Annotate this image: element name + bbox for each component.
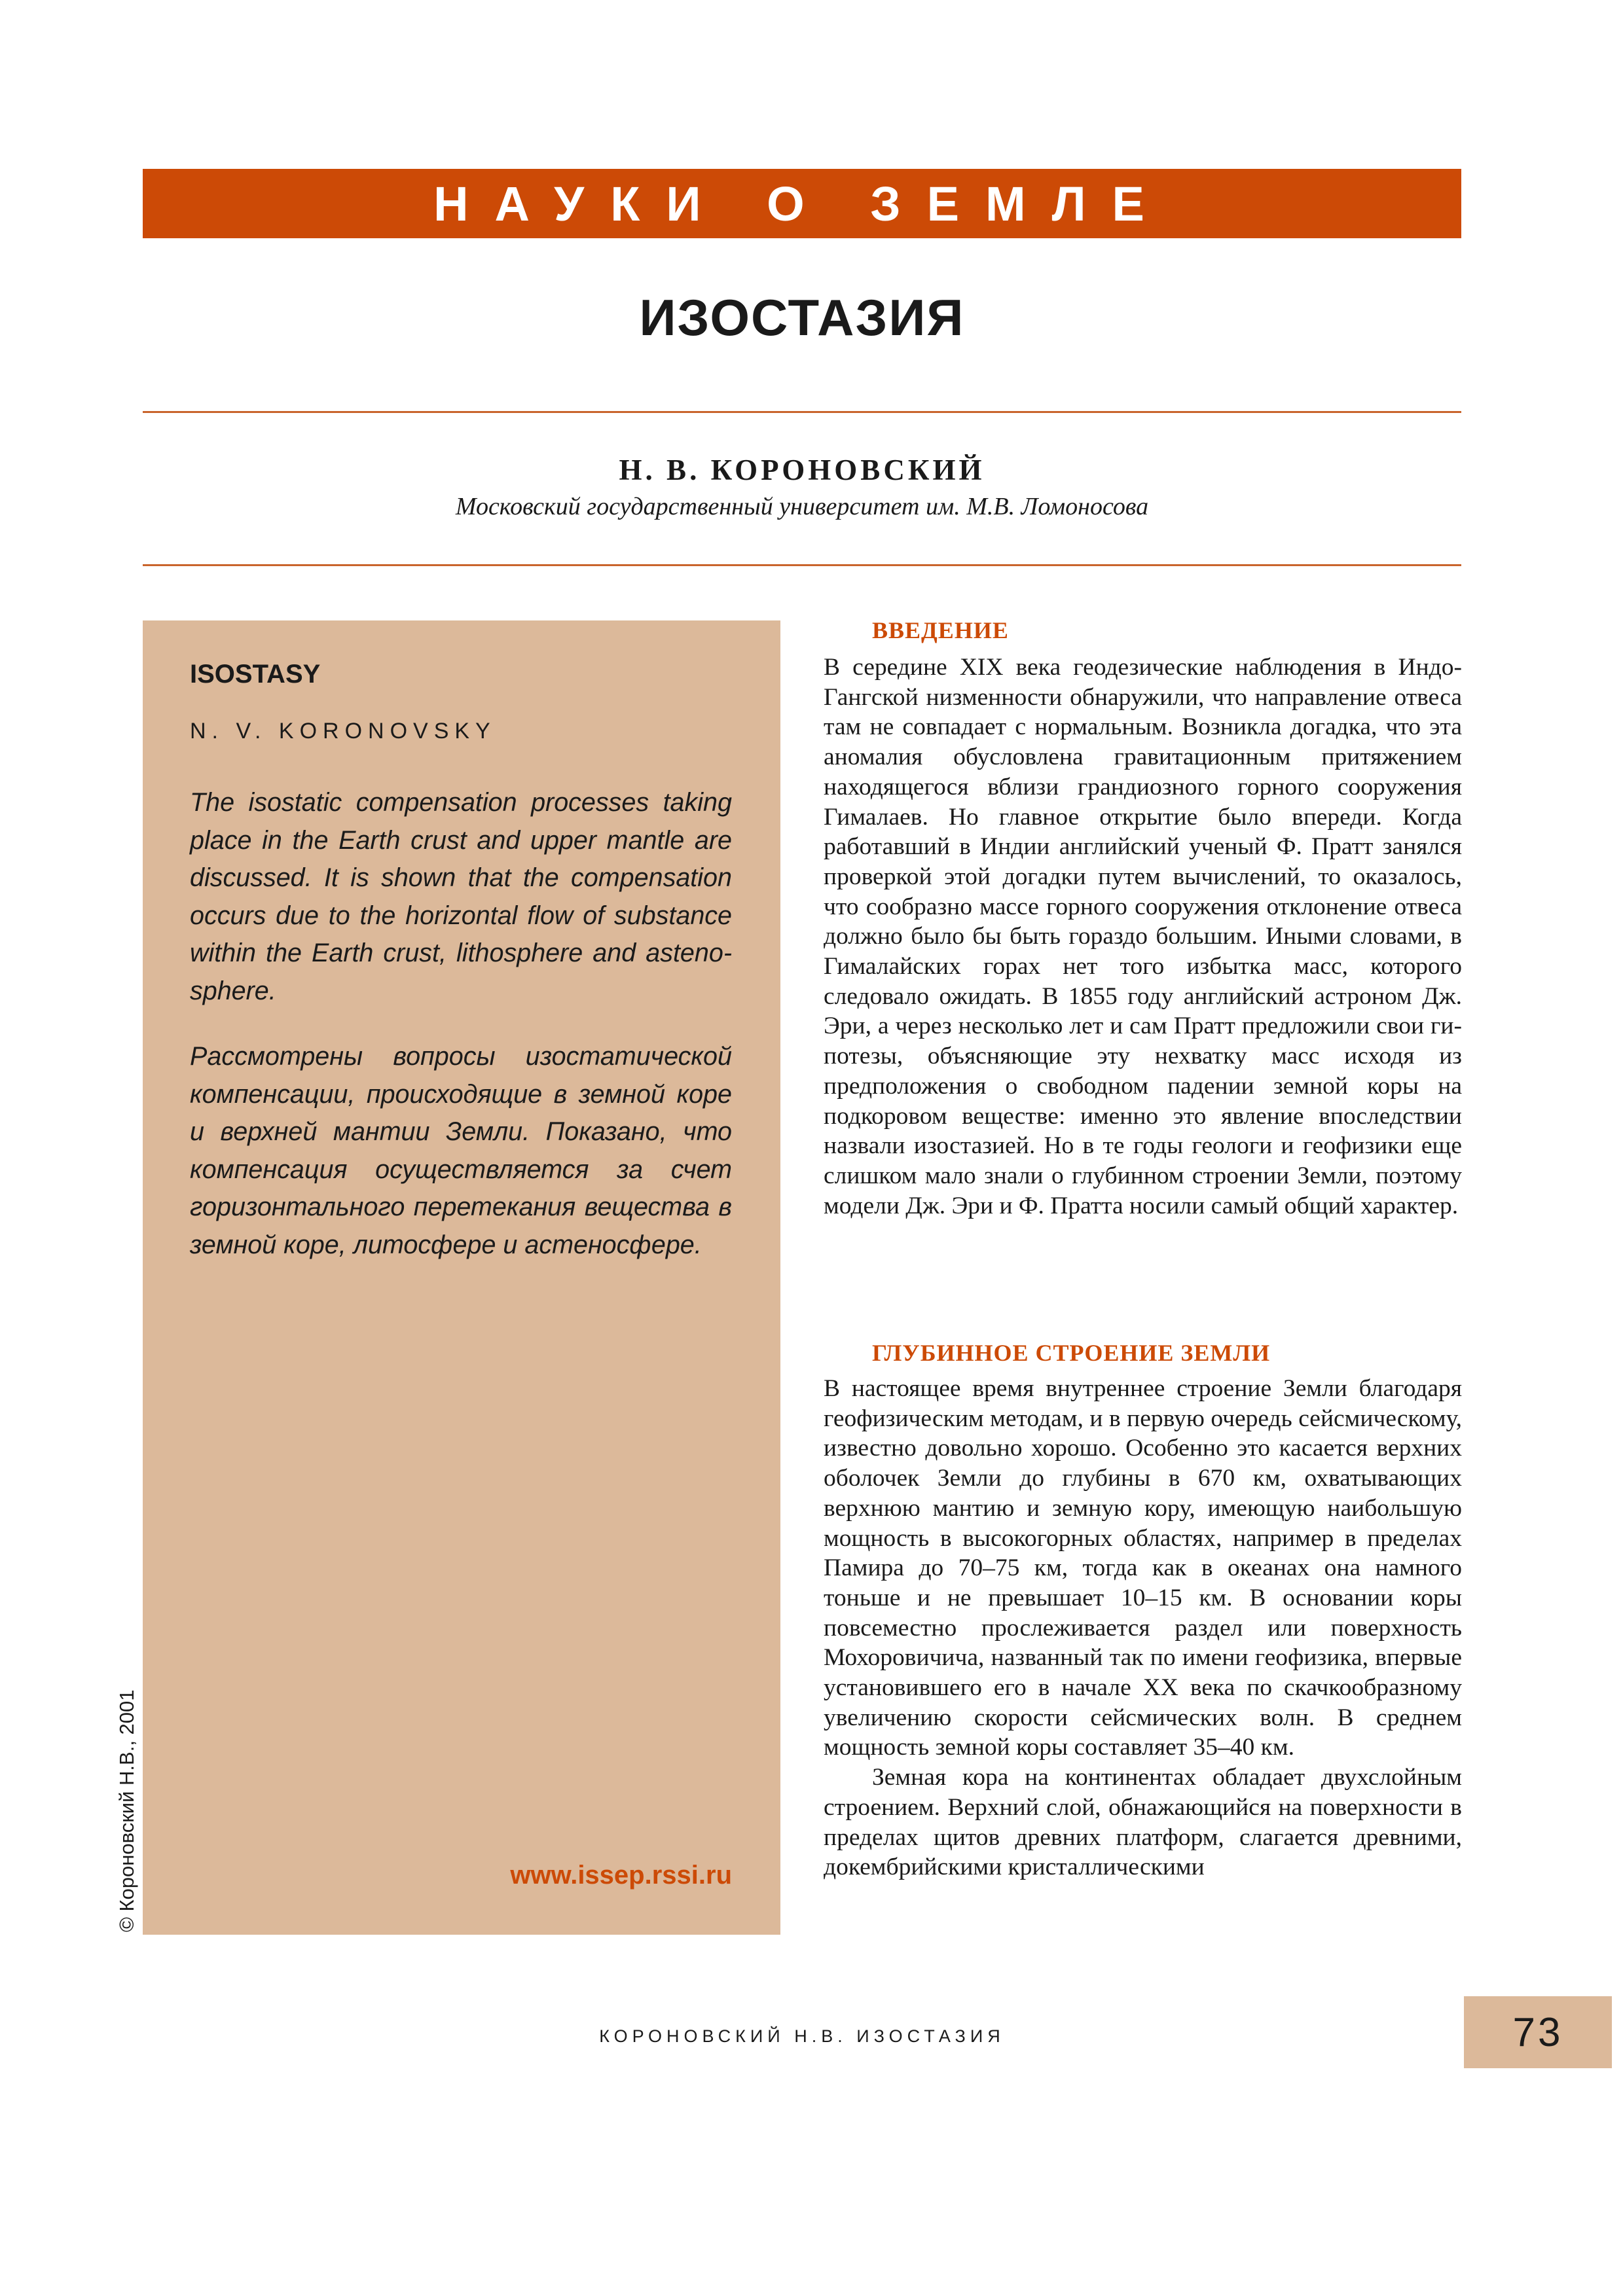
body-paragraph: В настоящее время внутреннее строение Земли благодаря геофизическим методам, и в первую очередь сейсмическому, известно довольно хорошо. Особенно это касается верхних оболочек Земли до глубины в 670 км, охватывающих верхнюю мантию и земную кору, имеющую наибольшую мощность в высокогорных областях, например в пределах Памира до 70–75 км, тогда как в океанах она намного тоньше и не превышает 10–15 км. В основании коры повсеместно прослеживается раздел или поверхность Мохоровичича, названный так по имени геофизика, впервые установившего его в начале XX века по скачкообразному увеличению скорости сейсмических волн. В среднем мощность земной коры составляет 35–40 км. <box>824 1375 1462 1761</box>
author-name: Н. В. КОРОНОВСКИЙ <box>619 454 985 486</box>
section-heading-introduction: ВВЕДЕНИЕ <box>872 617 1009 643</box>
website-link[interactable]: www.issep.rssi.ru <box>510 1861 732 1890</box>
body-paragraph: В середине XIX века геодезические наблюдения в Индо-Гангской низменности обнаружили, что направление отвеса там не совпадает с нормальным. Возникла догадка, что эта аномалия обусловлена гравитационным притяжением находящегося вблизи грандиозного горного сооружения Гималаев. Но главное открытие было впереди. Когда работавший в Индии английский ученый Ф. Пратт занялся проверкой этой догадки путем вычислений, то оказалось, что сообразно массе горного сооружения отклонение отвеса должно было бы быть гораздо большим. Иными словами, в Гималайских горах нет того избытка масс, которого следовало ожидать. В 1855 году английский астроном Дж. Эри, а через несколько лет и сам Пратт предложили свои гипотезы, объясняющие эту нехватку масс исходя из предположения о свободном падении земной коры на подкоровом веществе: именно это явление впоследствии назвали изостазией. Но в те годы геологи и геофизики еще слишком мало знали о глубинном строении Земли, поэтому модели Дж. Эри и Ф. Пратта носили самый общий характер. <box>824 654 1462 1219</box>
section-body-introduction <box>824 653 1462 1221</box>
section-banner: НАУКИ О ЗЕМЛЕ <box>143 169 1461 238</box>
abstract-text-english: The isostatic compensation processes taking place in the Earth crust and upper mantle are discussed. It is shown that the compensation occurs due to the horizontal flow of substance within the Earth crust, lithosphere and astenosphere. <box>190 788 732 1005</box>
top-divider <box>143 411 1461 413</box>
abstract-title: ISOSTASY <box>190 660 321 689</box>
copyright-notice: © Короновский Н.В., 2001 <box>115 1689 138 1932</box>
article-title: ИЗОСТАЗИЯ <box>639 289 965 346</box>
abstract-author: N. V. KORONOVSKY <box>190 719 496 744</box>
author-affiliation: Московский государственный университет им. М.В. Ломоносова <box>455 493 1149 520</box>
body-paragraph: Земная кора на континентах обладает двухслойным строением. Верхний слой, обнажающийся на поверхности в пределах щитов древних платформ, слагается древними, докембрийскими кристаллическими <box>824 1764 1462 1881</box>
page-number: 73 <box>1464 1996 1612 2068</box>
abstract-text-russian: Рассмотрены вопросы изостатической компенсации, происходящие в земной коре и верхней мантии Земли. Показано, что компенсация осуществляется за счет горизонтального перетекания вещества в земной коре, литосфере и астеносфере. <box>190 1042 732 1259</box>
section-heading-deep-structure: ГЛУБИННОЕ СТРОЕНИЕ ЗЕМЛИ <box>872 1340 1271 1366</box>
section-body-deep-structure <box>824 1374 1462 1882</box>
bottom-divider <box>143 564 1461 566</box>
running-footer: КОРОНОВСКИЙ Н.В. ИЗОСТАЗИЯ <box>599 2026 1005 2046</box>
